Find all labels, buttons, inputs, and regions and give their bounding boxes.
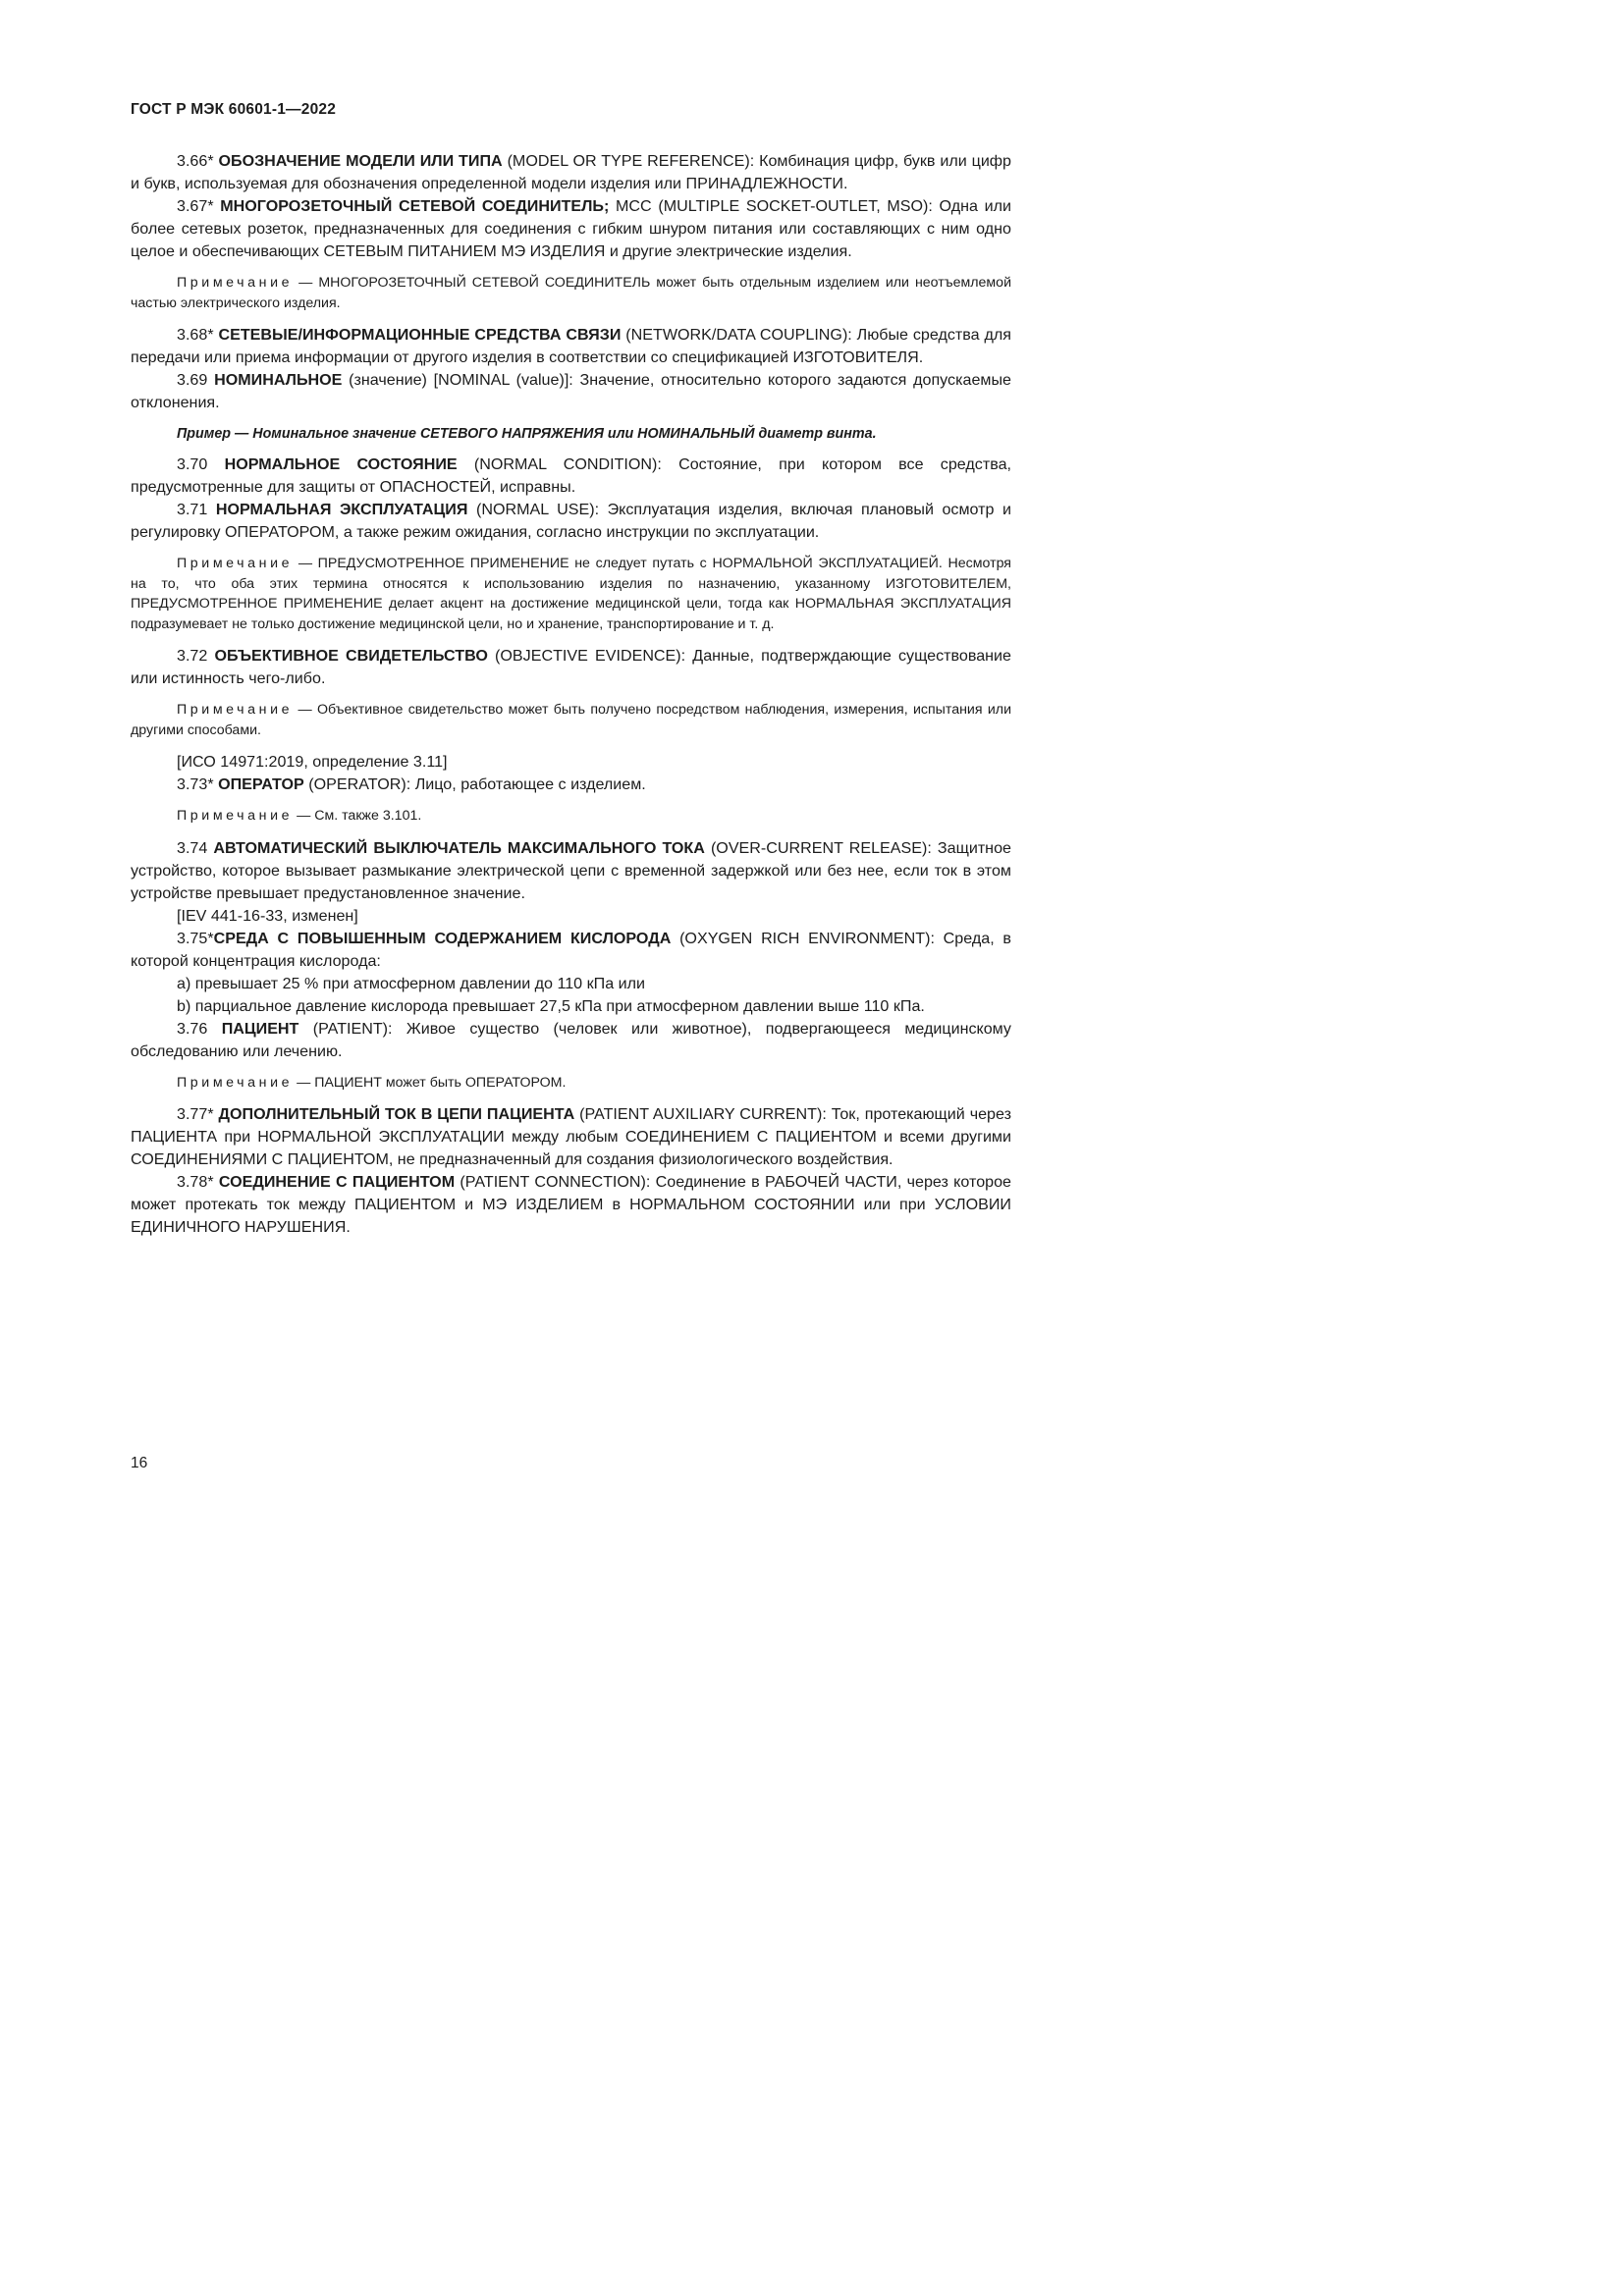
definition-text: (OBJECTIVE EVIDENCE): Данные, подтверждающие существование или истинность чего-либо. <box>131 647 1011 687</box>
clause-number: 3.74 <box>177 838 208 857</box>
definition-3-74 <box>131 837 1011 905</box>
source-reference-3-72: [ИСО 14971:2019, определение 3.11] <box>177 753 448 771</box>
clause-number: 3.78* <box>177 1173 214 1191</box>
clause-number: 3.77* <box>177 1105 214 1123</box>
term: НОРМАЛЬНОЕ СОСТОЯНИЕ <box>224 455 458 473</box>
example-3-69: Пример — Номинальное значение СЕТЕВОГО НАПРЯЖЕНИЯ или НОМИНАЛЬНЫЙ диаметр винта. <box>177 426 877 442</box>
note-text: — Объективное свидетельство может быть получено посредством наблюдения, измерения, испытания или другими способами. <box>131 702 1011 738</box>
note-3-67 <box>131 273 1011 313</box>
definition-text: (PATIENT): Живое существо (человек или животное), подвергающееся медицинскому обследованию или лечению. <box>131 1019 1011 1060</box>
term: ОПЕРАТОР <box>218 775 304 793</box>
term: ОБОЗНАЧЕНИЕ МОДЕЛИ ИЛИ ТИПА <box>218 152 503 170</box>
term: СЕТЕВЫЕ/ИНФОРМАЦИОННЫЕ СРЕДСТВА СВЯЗИ <box>218 326 622 344</box>
definition-text: (PATIENT CONNECTION): Соединение в РАБОЧЕЙ ЧАСТИ, через которое может протекать ток между ПАЦИЕНТОМ и МЭ ИЗДЕЛИЕМ в НОРМАЛЬНОМ СОСТОЯНИИ или при УСЛОВИИ ЕДИНИЧНОГО НАРУШЕНИЯ. <box>131 1173 1011 1236</box>
note-3-76 <box>131 1073 1011 1094</box>
term: СРЕДА С ПОВЫШЕННЫМ СОДЕРЖАНИЕМ КИСЛОРОДА <box>213 929 672 947</box>
definition-3-70 <box>131 454 1011 499</box>
definition-3-71 <box>131 499 1011 544</box>
definition-text: (MODEL OR TYPE REFERENCE): Комбинация цифр, букв или цифр и букв, используемая для обозначения определенной модели изделия или ПРИНАДЛЕЖНОСТИ. <box>131 152 1012 192</box>
definition-3-69 <box>131 369 1011 414</box>
note-3-73 <box>131 806 1011 827</box>
definition-3-67 <box>131 195 1011 263</box>
definition-3-77 <box>131 1103 1011 1171</box>
term: АВТОМАТИЧЕСКИЙ ВЫКЛЮЧАТЕЛЬ МАКСИМАЛЬНОГО ТОКА <box>213 838 705 857</box>
definition-3-78 <box>131 1171 1011 1239</box>
note-label: Примечание <box>177 275 294 291</box>
note-label: Примечание <box>177 556 294 571</box>
clause-number: 3.66* <box>177 152 214 170</box>
definition-3-76 <box>131 1018 1011 1063</box>
clause-number: 3.73* <box>177 775 214 793</box>
term: МНОГОРОЗЕТОЧНЫЙ СЕТЕВОЙ СОЕДИНИТЕЛЬ; <box>220 197 610 215</box>
clause-number: 3.68* <box>177 326 214 344</box>
term: НОРМАЛЬНАЯ ЭКСПЛУАТАЦИЯ <box>215 501 468 518</box>
definition-text: (NORMAL CONDITION): Состояние, при котором все средства, предусмотренные для защиты от ОПАСНОСТЕЙ, исправны. <box>131 455 1011 496</box>
clause-number: 3.69 <box>177 371 208 389</box>
definition-3-72 <box>131 645 1011 690</box>
clause-number: 3.75* <box>177 929 214 947</box>
list-item-b: b) парциальное давление кислорода превышает 27,5 кПа при атмосферном давлении выше 110 кПа. <box>177 996 925 1015</box>
source-reference-3-74: [IEV 441-16-33, изменен] <box>177 906 358 925</box>
definition-text: (NORMAL USE): Эксплуатация изделия, включая плановый осмотр и регулировку ОПЕРАТОРОМ, а также режим ожидания, согласно инструкции по эксплуатации. <box>131 501 1011 541</box>
definition-text: (OXYGEN RICH ENVIRONMENT): Среда, в которой концентрация кислорода: <box>131 929 1011 970</box>
note-label: Примечание <box>177 1074 294 1091</box>
list-item-a: a) превышает 25 % при атмосферном давлении до 110 кПа или <box>177 974 646 992</box>
note-text: — ПАЦИЕНТ может быть ОПЕРАТОРОМ. <box>297 1074 567 1091</box>
clause-number: 3.71 <box>177 501 208 518</box>
term: ДОПОЛНИТЕЛЬНЫЙ ТОК В ЦЕПИ ПАЦИЕНТА <box>218 1105 575 1123</box>
document-header: ГОСТ Р МЭК 60601-1—2022 <box>131 101 337 118</box>
definition-3-75 <box>131 928 1011 973</box>
term: ПАЦИЕНТ <box>221 1019 299 1038</box>
definition-text: (PATIENT AUXILIARY CURRENT): Ток, протекающий через ПАЦИЕНТА при НОРМАЛЬНОЙ ЭКСПЛУАТАЦИИ между любым СОЕДИНЕНИЕМ С ПАЦИЕНТОМ и всеми другими СОЕДИНЕНИЯМИ С ПАЦИЕНТОМ, не предназначенный для создания физиологического воздействия. <box>131 1105 1011 1168</box>
note-text: — МНОГОРОЗЕТОЧНЫЙ СЕТЕВОЙ СОЕДИНИТЕЛЬ может быть отдельным изделием или неотъемлемой частью электрического изделия. <box>131 275 1012 311</box>
definition-3-73 <box>131 774 1011 796</box>
clause-number: 3.67* <box>177 197 214 215</box>
note-3-71 <box>131 554 1011 634</box>
term: НОМИНАЛЬНОЕ <box>214 371 343 389</box>
definition-text: (NETWORK/DATA COUPLING): Любые средства для передачи или приема информации от другого изделия в соответствии со спецификацией ИЗГОТОВИТЕЛЯ. <box>131 326 1011 366</box>
note-text: — См. также 3.101. <box>297 808 422 824</box>
note-label: Примечание <box>177 702 294 718</box>
term: ОБЪЕКТИВНОЕ СВИДЕТЕЛЬСТВО <box>214 647 488 665</box>
definition-text: МСС (MULTIPLE SOCKET-OUTLET, MSO): Одна или более сетевых розеток, предназначенных для соединения с гибким шнуром питания или составляющих с ним одно целое и обеспечивающих СЕТЕВЫМ ПИТАНИЕМ МЭ ИЗДЕЛИЯ и другие электрические изделия. <box>131 197 1011 260</box>
definition-text: (OVER-CURRENT RELEASE): Защитное устройство, которое вызывает размыкание электрической цепи с временной задержкой или без нее, если ток в этом устройстве превышает предустановленное значение. <box>131 838 1011 902</box>
note-text: — ПРЕДУСМОТРЕННОЕ ПРИМЕНЕНИЕ не следует путать с НОРМАЛЬНОЙ ЭКСПЛУАТАЦИЕЙ. Несмотря на то, что оба этих термина относятся к использованию изделия по назначению, указанному ИЗГОТОВИТЕЛЕМ, ПРЕДУСМОТРЕННОЕ ПРИМЕНЕНИЕ делает акцент на достижение медицинской цели, тогда как НОРМАЛЬНАЯ ЭКСПЛУАТАЦИЯ подразумевает не только достижение медицинской цели, но и хранение, транспортирование и т. д. <box>131 556 1011 632</box>
note-3-72 <box>131 700 1011 740</box>
clause-number: 3.72 <box>177 647 208 665</box>
definition-text: (OPERATOR): Лицо, работающее с изделием. <box>308 775 646 793</box>
term: СОЕДИНЕНИЕ С ПАЦИЕНТОМ <box>218 1173 456 1191</box>
clause-number: 3.76 <box>177 1019 208 1038</box>
definition-3-66 <box>131 150 1011 195</box>
document-body <box>131 150 1011 1239</box>
definition-text: (значение) [NOMINAL (value)]: Значение, относительно которого задаются допускаемые отклонения. <box>131 371 1011 411</box>
definition-3-68 <box>131 324 1011 369</box>
clause-number: 3.70 <box>177 455 208 473</box>
note-label: Примечание <box>177 808 294 824</box>
page-number: 16 <box>131 1455 148 1471</box>
